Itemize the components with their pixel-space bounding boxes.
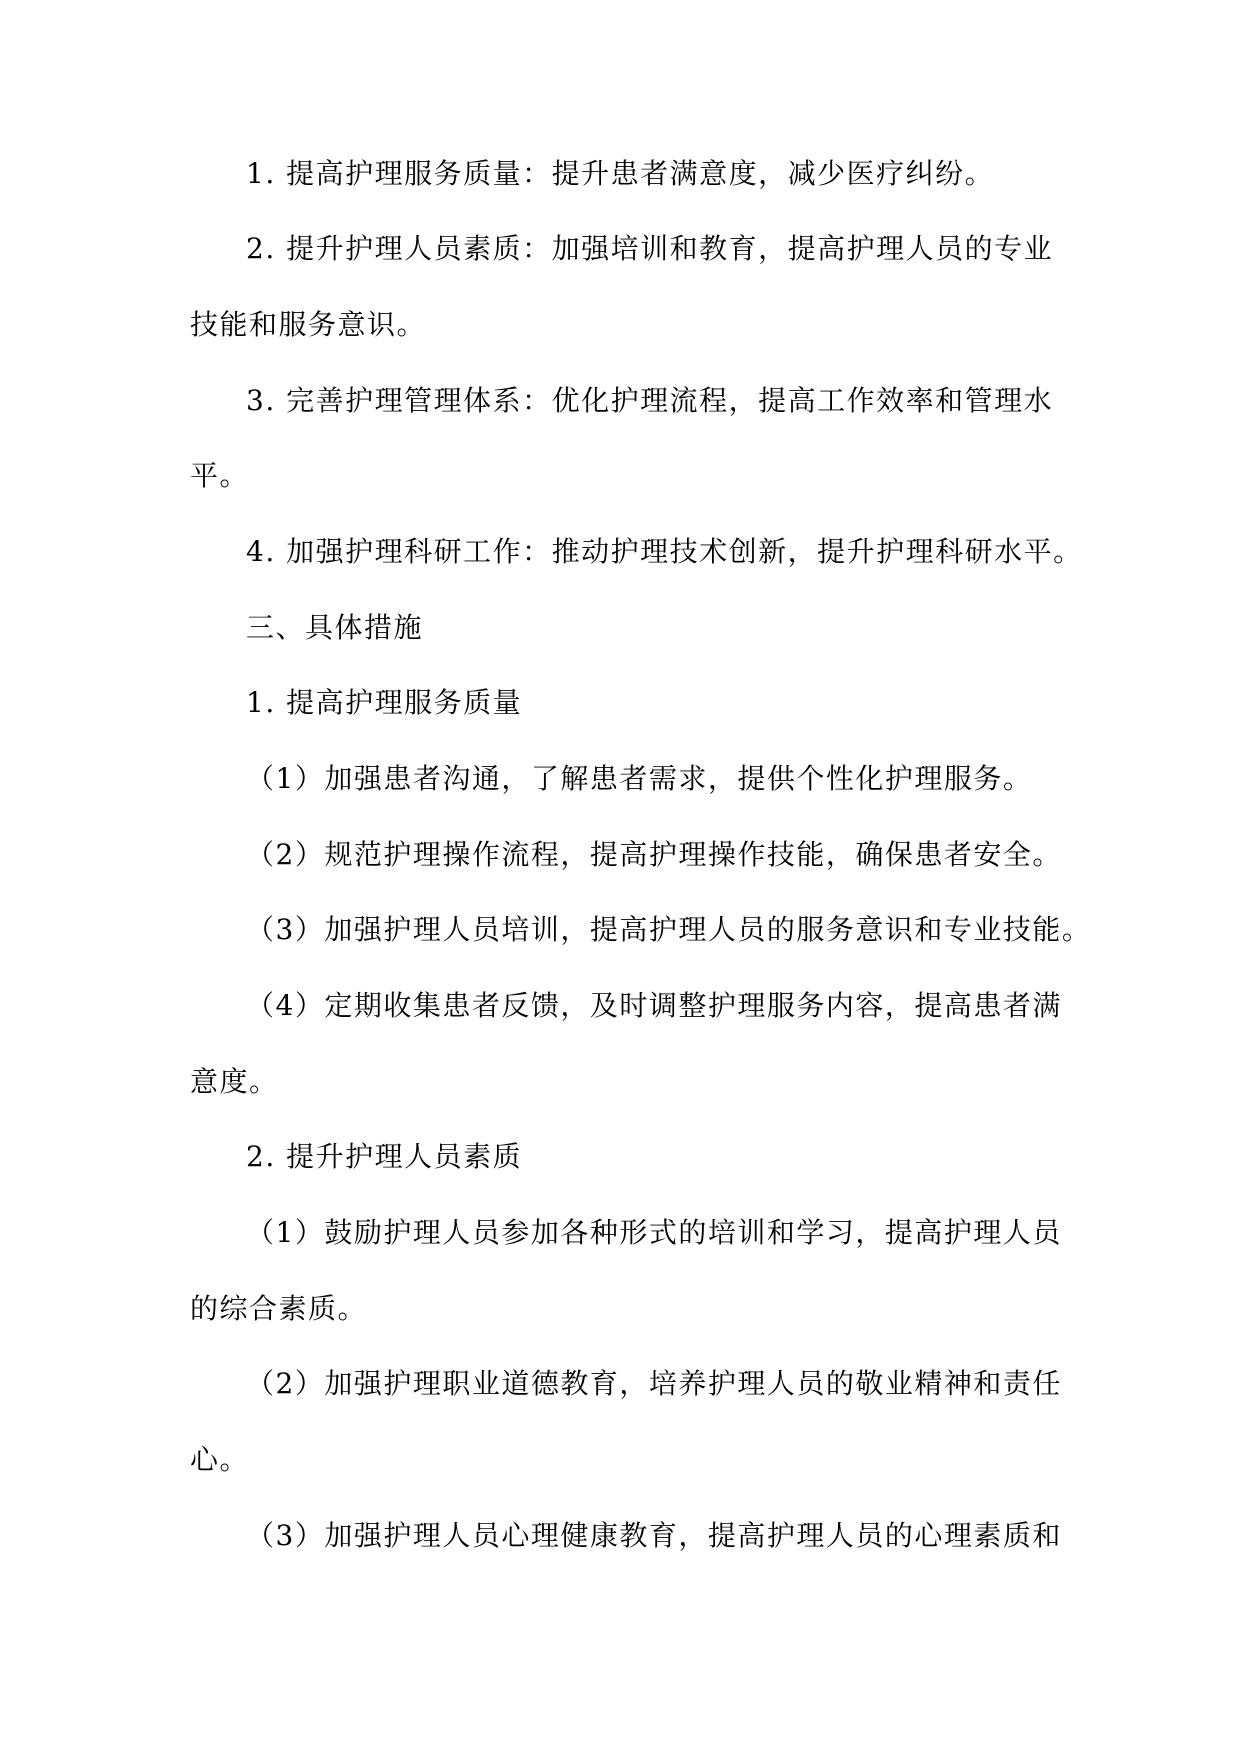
measure-1-3: （3）加强护理人员培训，提高护理人员的服务意识和专业技能。	[246, 913, 1092, 946]
measure-1-4: （4）定期收集患者反馈，及时调整护理服务内容，提高患者满	[246, 989, 1062, 1022]
measure-2-3: （3）加强护理人员心理健康教育，提高护理人员的心理素质和	[246, 1519, 1062, 1552]
paragraph-goal-3-cont: 平。	[190, 459, 250, 492]
paragraph-goal-2: 2. 提升护理人员素质：加强培训和教育，提高护理人员的专业	[246, 232, 1054, 265]
measure-1-2: （2）规范护理操作流程，提高护理操作技能，确保患者安全。	[246, 838, 1062, 871]
subsection-heading-1: 1. 提高护理服务质量	[246, 686, 523, 719]
paragraph-goal-3: 3. 完善护理管理体系：优化护理流程，提高工作效率和管理水	[246, 384, 1054, 417]
measure-2-2-cont: 心。	[190, 1443, 250, 1476]
paragraph-goal-2-cont: 技能和服务意识。	[190, 308, 427, 341]
measure-2-1-cont: 的综合素质。	[190, 1292, 368, 1325]
paragraph-goal-4: 4. 加强护理科研工作：推动护理技术创新，提升护理科研水平。	[246, 535, 1083, 568]
section-heading: 三、具体措施	[246, 611, 424, 644]
measure-1-4-cont: 意度。	[190, 1065, 279, 1098]
measure-1-1: （1）加强患者沟通，了解患者需求，提供个性化护理服务。	[246, 762, 1033, 795]
measure-2-1: （1）鼓励护理人员参加各种形式的培训和学习，提高护理人员	[246, 1216, 1062, 1249]
measure-2-2: （2）加强护理职业道德教育，培养护理人员的敬业精神和责任	[246, 1367, 1062, 1400]
paragraph-goal-1: 1. 提高护理服务质量：提升患者满意度，减少医疗纠纷。	[246, 157, 995, 190]
subsection-heading-2: 2. 提升护理人员素质	[246, 1140, 523, 1173]
